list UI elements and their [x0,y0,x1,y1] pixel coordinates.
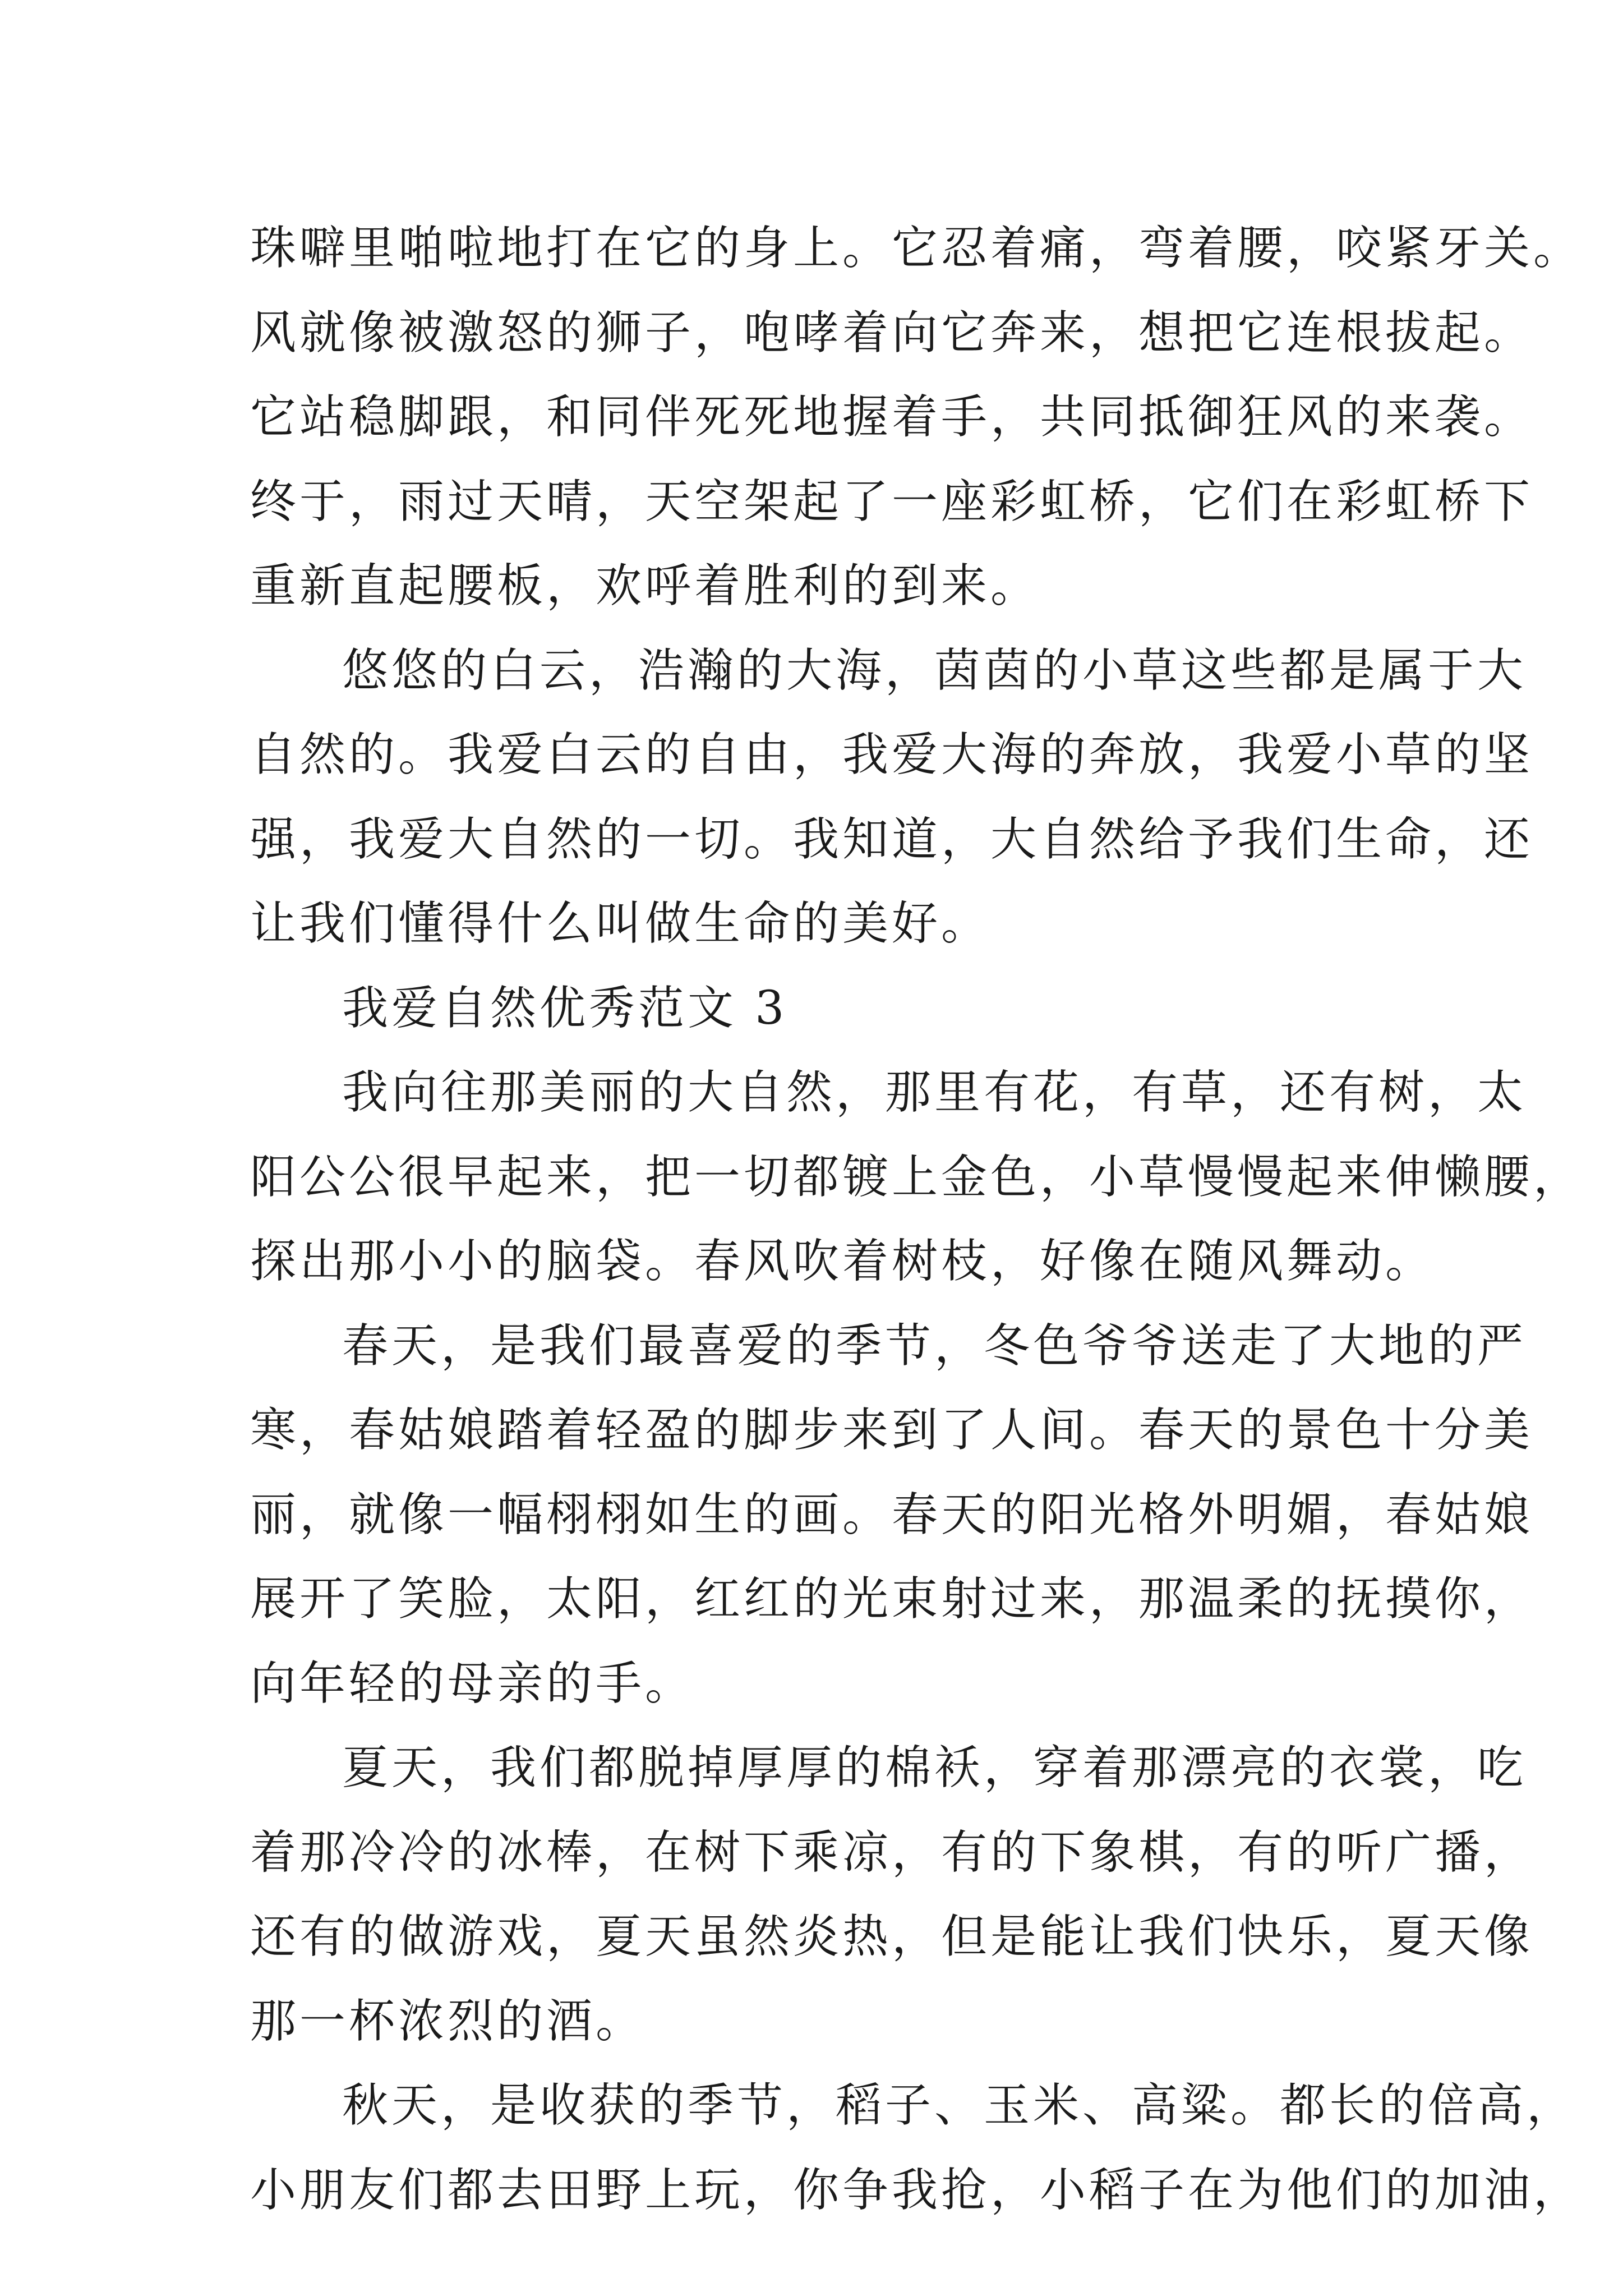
text-line: 阳公公很早起来，把一切都镀上金色，小草慢慢起来伸懒腰， [250,1150,1583,1204]
text-line: 展开了笑脸，太阳，红红的光束射过来，那温柔的抚摸你， [250,1572,1534,1626]
text-line: 丽，就像一幅栩栩如生的画。春天的阳光格外明媚，春姑娘 [250,1488,1534,1542]
text-line: 还有的做游戏，夏天虽然炎热，但是能让我们快乐，夏天像 [250,1910,1534,1963]
text-line: 寒，春姑娘踏着轻盈的脚步来到了人间。春天的景色十分美 [250,1404,1534,1457]
text-line: 自然的。我爱白云的自由，我爱大海的奔放，我爱小草的坚 [250,728,1534,781]
paragraph-first-line: 秋天，是收获的季节，稻子、玉米、高粱。都长的倍高， [342,2079,1576,2132]
paragraph-first-line: 夏天，我们都脱掉厚厚的棉袄，穿着那漂亮的衣裳，吃 [342,1741,1527,1795]
section-heading: 我爱自然优秀范文 3 [342,981,788,1035]
text-line: 珠噼里啪啦地打在它的身上。它忍着痛，弯着腰，咬紧牙关。 [250,222,1583,275]
text-line: 小朋友们都去田野上玩，你争我抢，小稻子在为他们的加油， [250,2163,1583,2217]
document-body [250,206,1583,2233]
text-line: 着那冷冷的冰棒，在树下乘凉，有的下象棋，有的听广播， [250,1825,1534,1879]
paragraph-first-line: 悠悠的白云，浩瀚的大海，茵茵的小草这些都是属于大 [342,643,1527,697]
paragraph-first-line: 春天，是我们最喜爱的季节，冬色爷爷送走了大地的严 [342,1319,1527,1373]
text-line: 重新直起腰板，欢呼着胜利的到来。 [250,559,1040,613]
text-line: 让我们懂得什么叫做生命的美好。 [250,897,991,950]
paragraph-first-line: 我向往那美丽的大自然，那里有花，有草，还有树，太 [342,1066,1527,1119]
text-line: 风就像被激怒的狮子，咆哮着向它奔来，想把它连根拔起。 [250,306,1534,360]
text-line: 它站稳脚跟，和同伴死死地握着手，共同抵御狂风的来袭。 [250,390,1534,444]
text-line: 那一杯浓烈的酒。 [250,1994,645,2048]
text-line: 强，我爱大自然的一切。我知道，大自然给予我们生命，还 [250,812,1534,866]
text-line: 向年轻的母亲的手。 [250,1657,695,1710]
text-line: 终于，雨过天晴，天空架起了一座彩虹桥，它们在彩虹桥下 [250,475,1534,528]
text-line: 探出那小小的脑袋。春风吹着树枝，好像在随风舞动。 [250,1235,1435,1288]
